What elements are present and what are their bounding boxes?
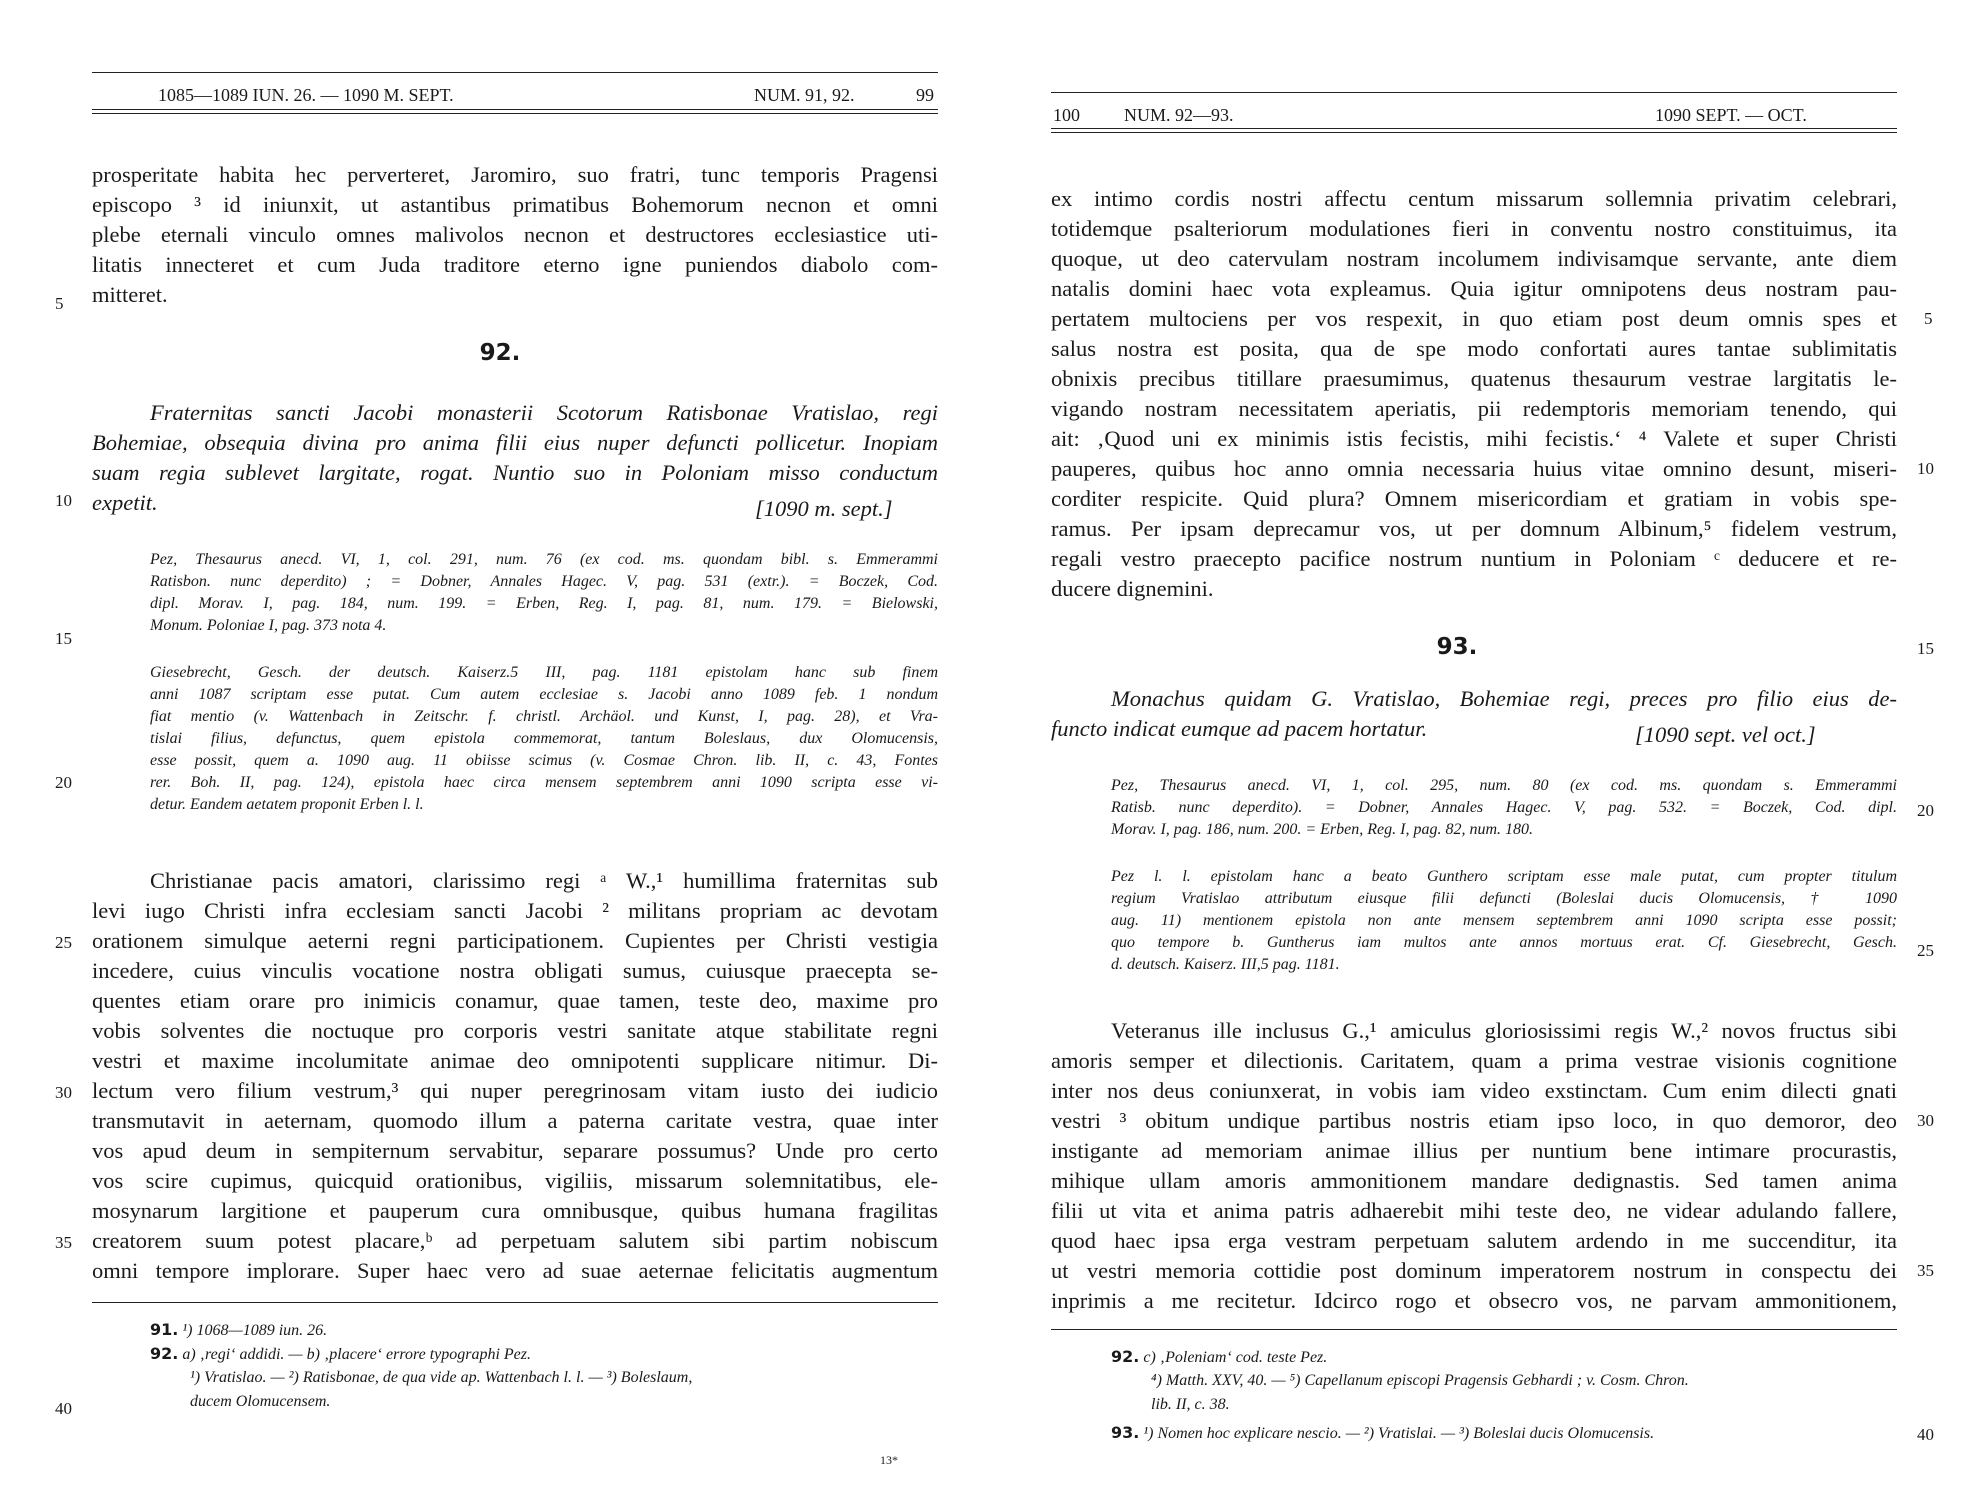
intro-line: plebe eternali vinculo omnes malivolos necnon et destructores ecclesiastice uti- [92, 222, 938, 247]
footnote-text: a) ‚regi‘ addidi. — b) ‚placere‘ errore typographi Pez. [182, 1346, 532, 1363]
text-line: ex intimo cordis nostri affectu centum missarum sollemnia privatim celebrari, [1051, 186, 1897, 211]
document-date: [1090 sept. vel oct.] [1635, 722, 1816, 747]
text-line: quoque, ut deo catervulam nostram incolumem indivisamque servante, ante diem [1051, 246, 1897, 271]
text-line: Christianae pacis amatori, clarissimo regi ᵃ W.,¹ humillima fraternitas sub [150, 868, 938, 893]
comment-line: detur. Eandem aetatem proponit Erben l. l. [150, 796, 424, 813]
document-number: 92. [479, 340, 521, 366]
text-line: levi iugo Christi infra ecclesiam sancti Jacobi ² militans propriam ac devotam [92, 898, 938, 923]
comment-line: d. deutsch. Kaiserz. III,5 pag. 1181. [1111, 956, 1340, 973]
line-number: 40 [1917, 1425, 1934, 1444]
line-number: 15 [55, 629, 72, 648]
footnote-rule [1051, 1329, 1897, 1330]
footnote [150, 1342, 531, 1367]
footnote-text: ¹) 1068—1089 iun. 26. [182, 1322, 328, 1339]
footnote [1111, 1421, 1654, 1446]
comment-line: rer. Boh. II, pag. 124), epistola haec circa mensem septembrem anni 1090 scripta esse vi- [150, 774, 938, 791]
comment-line: aug. 11) mentionem epistola non ante mensem septembrem anni 1090 scripta esse possit; [1111, 912, 1897, 929]
text-line: creatorem suum potest placare,ᵇ ad perpetuam salutem sibi partim nobiscum [92, 1228, 938, 1253]
line-number: 5 [55, 294, 64, 313]
footnote-text: ducem Olomucensem. [190, 1393, 331, 1410]
text-line: pertatem multociens per vos respexit, in quo etiam post deum omnis spes et [1051, 306, 1897, 331]
footnote [150, 1318, 327, 1343]
intro-line: episcopo ³ id iniunxit, ut astantibus primatibus Bohemorum necnon et omni [92, 192, 938, 217]
footnote-text: c) ‚Poleniam‘ cod. teste Pez. [1143, 1349, 1328, 1366]
right-page [989, 0, 1978, 1500]
summary-line: Bohemiae, obsequia divina pro anima filii eius nuper defuncti pollicetur. Inopiam [92, 430, 938, 455]
source-line: dipl. Morav. I, pag. 184, num. 199. = Erben, Reg. I, pag. 81, num. 179. = Bielowski, [150, 595, 938, 612]
text-line: ait: ‚Quod uni ex minimis istis fecistis, mihi fecistis.‘ ⁴ Valete et super Christi [1051, 426, 1897, 451]
source-line: Ratisb. nunc deperdito). = Dobner, Annales Hagec. V, pag. 532. = Boczek, Cod. dipl. [1111, 799, 1897, 816]
line-number: 35 [1917, 1261, 1934, 1280]
text-line: Veteranus ille inclusus G.,¹ amiculus gloriosissimi regis W.,² novos fructus sibi [1111, 1018, 1897, 1043]
running-head-number: NUM. 92—93. [1124, 105, 1234, 125]
source-line: Pez, Thesaurus anecd. VI, 1, col. 295, num. 80 (ex cod. ms. quondam s. Emmerammi [1111, 777, 1897, 794]
intro-line: mitteret. [92, 282, 168, 307]
text-line: vos apud deum in sempiternum servabitur, separare possumus? Unde pro certo [92, 1138, 938, 1163]
intro-line: prosperitate habita hec perverteret, Jaromiro, suo fratri, tunc temporis Pragensi [92, 162, 938, 187]
text-line: vestri et maxime incolumitate animae deo omnipotenti supplicare nitimur. Di- [92, 1048, 938, 1073]
source-line: Morav. I, pag. 186, num. 200. = Erben, Reg. I, pag. 82, num. 180. [1111, 821, 1534, 838]
text-line: quod haec ipsa erga vestram perpetuam salutem ardendo in me succenditur, ita [1051, 1228, 1897, 1253]
line-number: 30 [1917, 1111, 1934, 1130]
text-line: natalis domini haec vota expleamus. Quia igitur omnipotens deus nostram pau- [1051, 276, 1897, 301]
line-number: 35 [55, 1233, 72, 1252]
header-bottom-rule [92, 109, 938, 114]
line-number: 40 [55, 1399, 72, 1418]
text-line: totidemque psalteriorum modulationes fieri in conventu nostro constituimus, ita [1051, 216, 1897, 241]
text-line: filii ut vita et anima patris adhaerebit mihi teste deo, ne videar adulando fallere, [1051, 1198, 1897, 1223]
source-line: Pez, Thesaurus anecd. VI, 1, col. 291, num. 76 (ex cod. ms. quondam bibl. s. Emmerammi [150, 551, 938, 568]
text-line: ramus. Per ipsam deprecamur vos, ut per domnum Albinum,⁵ fidelem vestrum, [1051, 516, 1897, 541]
footnote-number: 93. [1111, 1423, 1140, 1442]
footnote-text: ¹) Nomen hoc explicare nescio. — ²) Vratislai. — ³) Boleslai ducis Olomucensis. [1143, 1425, 1655, 1442]
text-line: lectum vero filium vestrum,³ qui nuper peregrinosam vitam iusto dei iudicio [92, 1078, 938, 1103]
text-line: vigando nostram necessitatem aperiatis, pii redemptoris memoriam tenendo, qui [1051, 396, 1897, 421]
source-line: Monum. Poloniae I, pag. 373 nota 4. [150, 617, 387, 634]
text-line: vobis solventes die noctuque pro corporis vestri sanitate atque stabilitate regni [92, 1018, 938, 1043]
comment-line: Giesebrecht, Gesch. der deutsch. Kaiserz.5 III, pag. 1181 epistolam hanc sub finem [150, 664, 938, 681]
line-number: 15 [1917, 639, 1934, 658]
summary-line: suam regia sublevet largitate, rogat. Nuntio suo in Poloniam misso conductum [92, 460, 938, 485]
comment-line: regium Vratislao attributum eiusque filii defuncti (Boleslai ducis Olomucensis, † 1090 [1111, 890, 1897, 907]
header-bottom-rule [1051, 128, 1897, 133]
running-head-dates: 1090 SEPT. — OCT. [1655, 105, 1807, 125]
page-number: 99 [916, 85, 934, 105]
footnote [190, 1366, 692, 1390]
text-line: regali vestro praecepto pacifice nostrum nuntium in Poloniam ᶜ deducere et re- [1051, 546, 1897, 571]
text-line: vestri ³ obitum undique partibus nostris etiam ipso loco, in quo demoror, deo [1051, 1108, 1897, 1133]
footnote [190, 1390, 330, 1414]
footnote-number: 91. [150, 1320, 179, 1339]
line-number: 25 [1917, 941, 1934, 960]
footnote [1111, 1345, 1327, 1370]
line-number: 25 [55, 933, 72, 952]
text-line: transmutavit in aeternam, quomodo illum a paterna caritate vestra, quae inter [92, 1108, 938, 1133]
text-line: inter nos deus coniunxerat, in vobis iam video exstinctam. Cum enim dilecti gnati [1051, 1078, 1897, 1103]
intro-line: litatis innecteret et cum Juda traditore eterno igne puniendos diabolo com- [92, 252, 938, 277]
text-line: ut vestri memoria cottidie post dominum imperatorem nostrum in conspectu dei [1051, 1258, 1897, 1283]
text-line: pauperes, quibus hoc anno omnia necessaria huius vitae omnino desunt, miseri- [1051, 456, 1897, 481]
text-line: mihique ullam amoris ammonitionem mandare dedignastis. Sed tamen anima [1051, 1168, 1897, 1193]
text-line: quentes etiam orare pro inimicis conamur, quae tamen, teste deo, maxime pro [92, 988, 938, 1013]
text-line: orationem simulque aeterni regni participationem. Cupientes per Christi vestigia [92, 928, 938, 953]
header-top-rule [1051, 92, 1897, 93]
summary-line: functo indicat eumque ad pacem hortatur. [1051, 716, 1428, 741]
line-number: 5 [1924, 309, 1933, 328]
line-number: 30 [55, 1083, 72, 1102]
text-line: incedere, cuius vinculis vocatione nostra obligati sumus, cuiusque praecepta se- [92, 958, 938, 983]
page-number: 100 [1053, 105, 1080, 125]
text-line: inprimis a me recitetur. Idcirco rogo et obsecro vos, ne parvam ammonitionem, [1051, 1288, 1897, 1313]
text-line: salus nostra est posita, qua de spe modo confortati aures tantae sublimitatis [1051, 336, 1897, 361]
text-line: omni tempore implorare. Super haec vero ad suae aeternae felicitatis augmentum [92, 1258, 938, 1283]
text-line: amoris semper et dilectionis. Caritatem, quam a prima vestrae visionis cognitione [1051, 1048, 1897, 1073]
footnote-number: 92. [150, 1344, 179, 1363]
footnote-text: ¹) Vratislao. — ²) Ratisbonae, de qua vide ap. Wattenbach l. l. — ³) Boleslaum, [190, 1369, 693, 1386]
text-line: instigante ad memoriam animae illius per nuntium bene intimare procurastis, [1051, 1138, 1897, 1163]
text-line: vos scire cupimus, quicquid orationibus, vigiliis, missarum solemnitatibus, ele- [92, 1168, 938, 1193]
text-line: ducere dignemini. [1051, 576, 1214, 601]
document-number: 93. [1436, 634, 1478, 660]
footnote-text: ⁴) Matth. XXV, 40. — ⁵) Capellanum episcopi Pragensis Gebhardi ; v. Cosm. Chron. [1151, 1372, 1689, 1389]
text-line: corditer respicite. Quid plura? Omnem misericordiam et gratiam in vobis spe- [1051, 486, 1897, 511]
document-date: [1090 m. sept.] [755, 496, 893, 521]
footnote-text: lib. II, c. 38. [1151, 1396, 1230, 1413]
comment-line: fiat mentio (v. Wattenbach in Zeitschr. f. christl. Archäol. und Kunst, I, pag. 28), et Vra- [150, 708, 938, 725]
source-line: Ratisbon. nunc deperdito) ; = Dobner, Annales Hagec. V, pag. 531 (extr.). = Boczek, Cod. [150, 573, 938, 590]
line-number: 10 [1917, 459, 1934, 478]
text-line: mosynarum largitione et pauperum cura omnibusque, quibus humana fragilitas [92, 1198, 938, 1223]
header-top-rule [92, 72, 938, 73]
running-head-dates: 1085—1089 IUN. 26. — 1090 M. SEPT. [158, 85, 454, 105]
footnote [1151, 1369, 1689, 1393]
summary-line: expetit. [92, 490, 158, 515]
footnote-number: 92. [1111, 1347, 1140, 1366]
running-head-number: NUM. 91, 92. [754, 85, 855, 105]
line-number: 20 [1917, 801, 1934, 820]
comment-line: esse possit, quem a. 1090 aug. 11 obiisse scimus (v. Cosmae Chron. lib. II, c. 43, Fontes [150, 752, 938, 769]
comment-line: quo tempore b. Guntherus iam multos ante annos mortuus erat. Cf. Giesebrecht, Gesch. [1111, 934, 1897, 951]
comment-line: anni 1087 scriptam esse putat. Cum autem ecclesiae s. Jacobi anno 1089 feb. 1 nondum [150, 686, 938, 703]
summary-line: Monachus quidam G. Vratislao, Bohemiae regi, preces pro filio eius de- [1111, 686, 1897, 711]
comment-line: tislai filius, defunctus, quem epistola commemorat, tantum Boleslaus, dux Olomucensis, [150, 730, 938, 747]
comment-line: Pez l. l. epistolam hanc a beato Gunthero scriptam esse male putat, cum propter titulum [1111, 868, 1897, 885]
line-number: 10 [55, 491, 72, 510]
footnote-rule [92, 1302, 938, 1303]
footnote [1151, 1393, 1230, 1417]
summary-line: Fraternitas sancti Jacobi monasterii Scotorum Ratisbonae Vratislao, regi [150, 400, 938, 425]
line-number: 20 [55, 773, 72, 792]
signature-mark: 13* [880, 1453, 898, 1467]
text-line: obnixis precibus titillare praesumimus, quatenus thesaurum vestrae largitatis le- [1051, 366, 1897, 391]
